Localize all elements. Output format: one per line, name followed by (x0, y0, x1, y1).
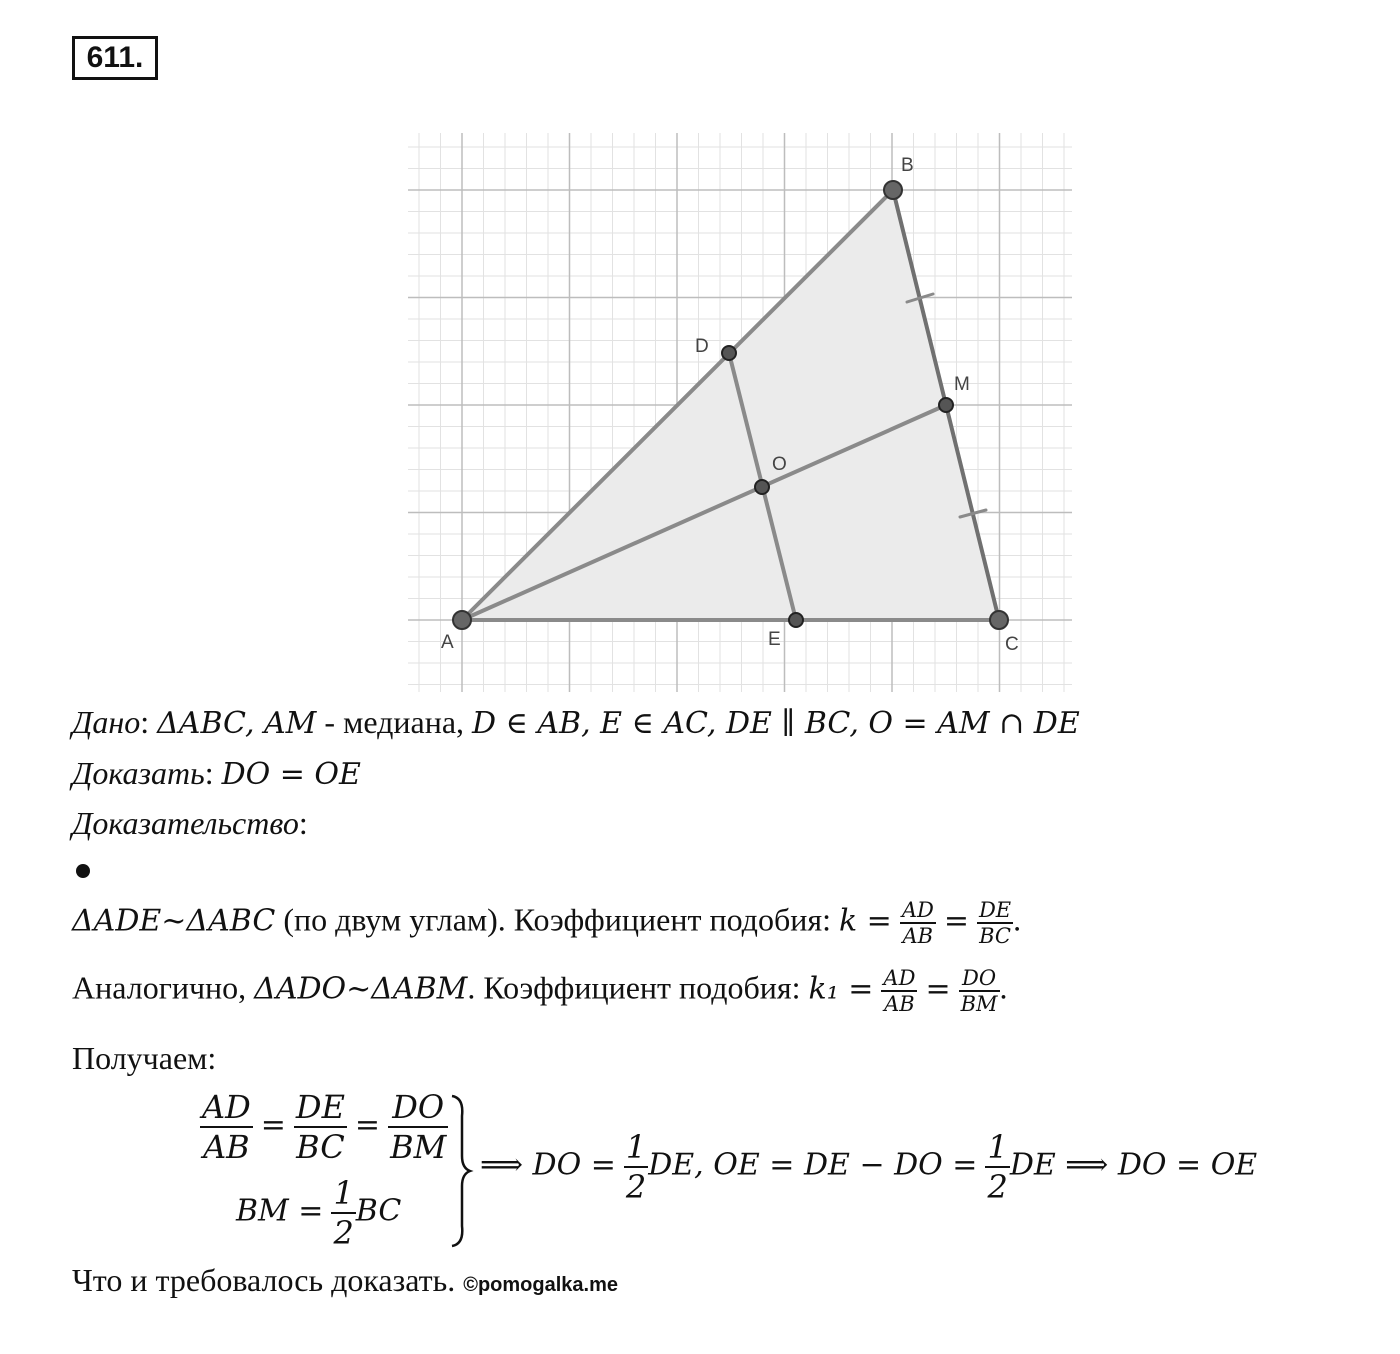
bullet (76, 864, 90, 878)
label-o: O (772, 454, 787, 475)
step2-math: ΔADO~ΔABM (254, 971, 468, 1007)
point-b (884, 181, 902, 199)
given-text: - медиана, (316, 704, 473, 740)
fraction-de-bc: $\frac{DE}{BC}$ (978, 898, 1012, 948)
proof-label: Доказательство (72, 805, 299, 841)
step2-line: Аналогично, ΔADO~ΔABM. Коэффициент подобия: k₁ = $\frac{AD}{AB}$ = $\frac{DO}{BM}$ . (72, 966, 1008, 1016)
system-row-1: $\frac{AD}{AB}$ = $\frac{DE}{BC}$ = $\frac{DO}{BM}$ (202, 1088, 447, 1166)
given-math-2: D ∈ AB, E ∈ AC, DE ∥ BC, O = AM ∩ DE (472, 706, 1080, 741)
step1-text: (по двум углам). Коэффициент подобия: (275, 901, 839, 938)
get-line: Получаем: (72, 1040, 217, 1076)
system-row-2: BM = $\frac{1}{2}$ BC (236, 1174, 402, 1252)
given-math-1: ΔABC, AM (157, 706, 317, 741)
fraction-ad-ab-2: $\frac{AD}{AB}$ (883, 966, 916, 1016)
prove-math: DO = OE (221, 757, 361, 792)
fraction-do-bm: $\frac{DO}{BM}$ (960, 966, 998, 1016)
label-c: C (1005, 634, 1019, 655)
step1-math: ΔADE~ΔABC (72, 903, 276, 939)
watermark: ©pomogalka.me (463, 1274, 618, 1296)
point-a (453, 611, 471, 629)
label-e: E (768, 629, 781, 650)
step1-line: ΔADE~ΔABC (по двум углам). Коэффициент подобия: k = $\frac{AD}{AB}$ = $\frac{DE}{BC}$ . (72, 898, 1022, 948)
geometry-figure (405, 130, 1075, 695)
label-b: B (901, 155, 914, 176)
point-o (755, 480, 769, 494)
point-c (990, 611, 1008, 629)
conclusion-text: Что и требовалось доказать. (72, 1262, 456, 1298)
proof-heading: Доказательство: (72, 805, 308, 841)
given-label: Дано (72, 704, 141, 740)
label-a: A (441, 632, 454, 653)
fraction-ad-ab: $\frac{AD}{AB}$ (901, 898, 934, 948)
step2-text1: Аналогично, (72, 969, 255, 1006)
prove-line: Доказать: DO = OE (72, 755, 361, 792)
label-d: D (695, 336, 709, 357)
prove-label: Доказать (72, 755, 205, 791)
system-result: ⟹ DO = $\frac{1}{2}$ DE, OE = DE − DO = $\frac{1}{2}$ DE ⟹ DO = OE (480, 1128, 1258, 1206)
point-d (722, 346, 736, 360)
label-m: M (954, 374, 970, 395)
point-e (789, 613, 803, 627)
system-brace (448, 1094, 474, 1248)
point-m (939, 398, 953, 412)
problem-number: 611. (72, 36, 158, 80)
given-line: Дано: ΔABC, AM - медиана, D ∈ AB, E ∈ AC, DE ∥ BC, O = AM ∩ DE (72, 704, 1080, 741)
step2-text2: . Коэффициент подобия: (467, 969, 809, 1006)
conclusion-line (72, 1262, 618, 1299)
